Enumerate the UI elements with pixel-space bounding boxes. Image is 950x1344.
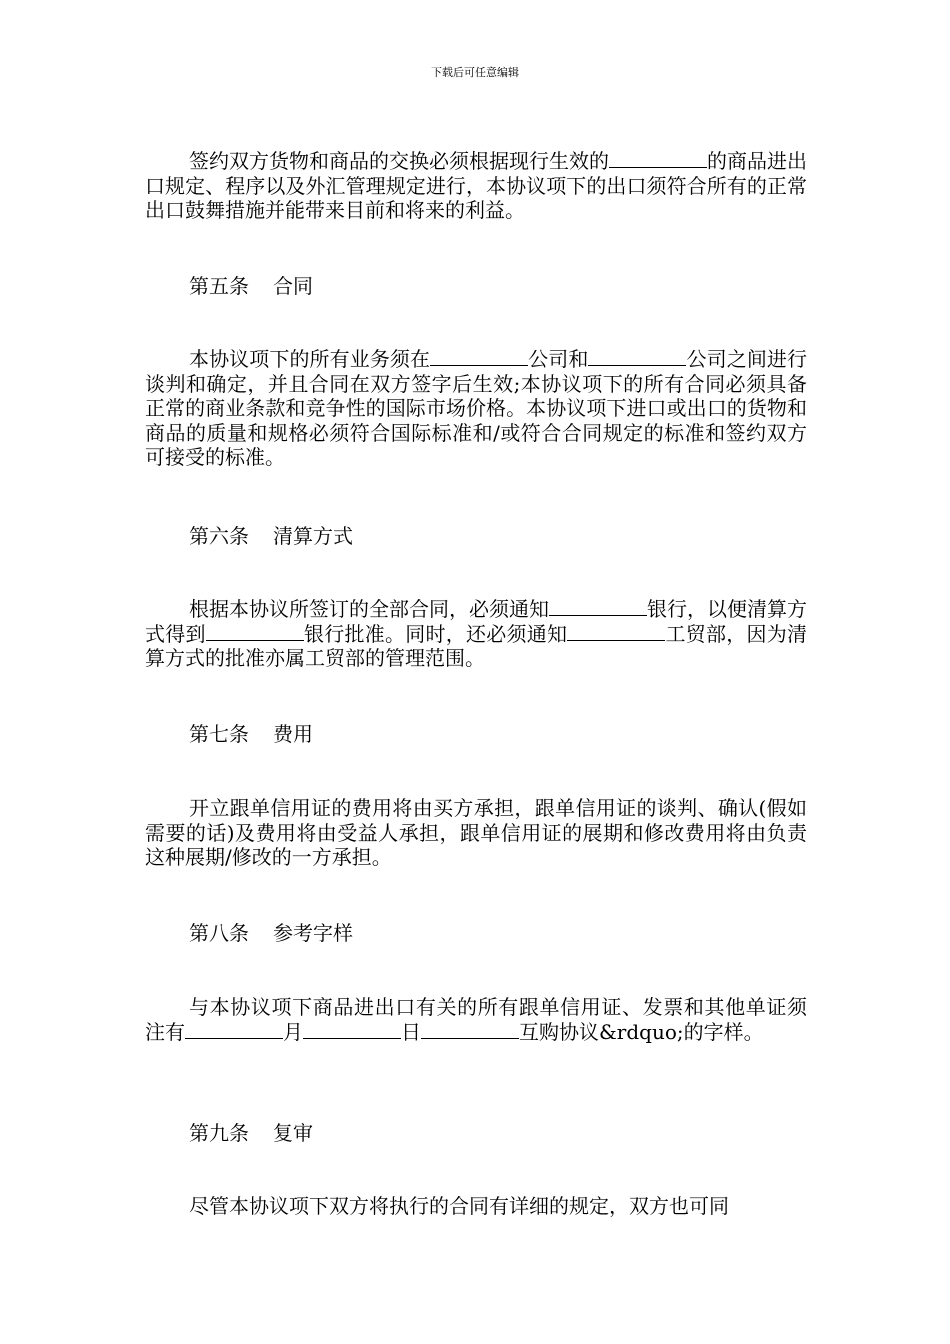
article6-heading: 第六条 清算方式 (189, 524, 353, 548)
fill-blank[interactable] (430, 347, 528, 366)
article9-heading: 第九条 复审 (189, 1121, 313, 1145)
article8-paragraph: 与本协议项下商品进出口有关的所有跟单信用证、发票和其他单证须注有 月 日 互购协议&rdquo;的字样。 (145, 995, 807, 1044)
article9-paragraph: 尽管本协议项下双方将执行的合同有详细的规定，双方也可同 (189, 1194, 729, 1218)
fill-blank[interactable] (185, 1020, 283, 1039)
article7-paragraph: 开立跟单信用证的费用将由买方承担，跟单信用证的谈判、确认(假如需要的话)及费用将由受益人承担，跟单信用证的展期和修改费用将由负责这种展期/修改的一方承担。 (145, 796, 807, 869)
fill-blank[interactable] (609, 149, 707, 168)
article5-heading: 第五条 合同 (189, 274, 313, 298)
fill-blank[interactable] (421, 1020, 519, 1039)
fill-blank[interactable] (206, 622, 304, 641)
article6-paragraph: 根据本协议所签订的全部合同，必须通知 银行，以便清算方式得到 银行批准。同时，还必须通知 工贸部，因为清算方式的批准亦属工贸部的管理范围。 (145, 597, 807, 670)
article8-heading: 第八条 参考字样 (189, 921, 353, 945)
fill-blank[interactable] (549, 597, 647, 616)
page-header: 下载后可任意编辑 (431, 66, 519, 79)
article7-heading: 第七条 费用 (189, 722, 313, 746)
fill-blank[interactable] (303, 1020, 401, 1039)
article5-paragraph: 本协议项下的所有业务须在 公司和 公司之间进行谈判和确定，并且合同在双方签字后生效;本协议项下的所有合同必须具备正常的商业条款和竞争性的国际市场价格。本协议项下进口或出口的货物和商品的质量和规格必须符合国际标准和/或符合合同规定的标准和签约双方可接受的标准。 (145, 347, 808, 469)
fill-blank[interactable] (588, 347, 686, 366)
article4-tail-paragraph: 签约双方货物和商品的交换必须根据现行生效的 的商品进出口规定、程序以及外汇管理规定进行，本协议项下的出口须符合所有的正常出口鼓舞措施并能带来目前和将来的利益。 (145, 149, 807, 222)
fill-blank[interactable] (567, 622, 665, 641)
